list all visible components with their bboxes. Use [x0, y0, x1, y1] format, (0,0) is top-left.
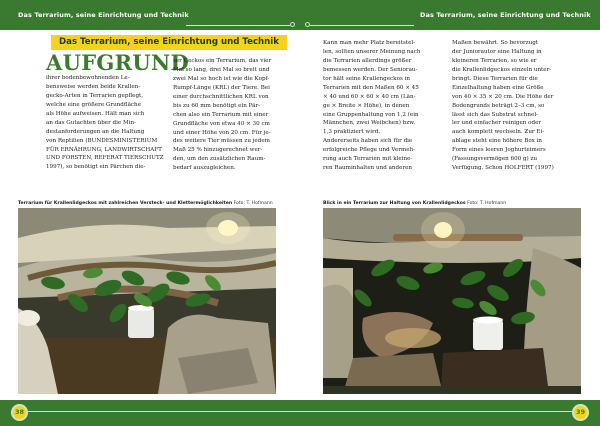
text-line: × 40 und 60 × 60 × 40 cm (Län-	[323, 93, 416, 100]
text-line: und einer Höhe von 20 cm. Für je-	[173, 129, 271, 136]
text-line: eine Gruppenhaltung von 1,2 (ein	[323, 111, 419, 118]
text-line: erfolgreiche Pflege und Vermeh-	[323, 147, 416, 154]
text-line: Maßen bewährt. So bevorzugt	[452, 40, 539, 46]
text-column-3	[323, 39, 421, 173]
text-line: FÜR ERNÄHRUNG, LANDWIRTSCHAFT	[46, 146, 162, 153]
text-column-1	[46, 74, 164, 172]
text-line: ren Rauminhalten und anderen	[323, 165, 412, 172]
text-line: Männchen, zwei Weibchen) bzw.	[323, 120, 416, 127]
text-line: Andererseits haben sich für die	[323, 138, 413, 145]
left-header-rule	[186, 25, 290, 26]
left-photo-illustration	[18, 208, 276, 394]
left-footer-rule	[28, 411, 300, 412]
text-line: die Terrarien allerdings größer	[323, 57, 412, 64]
left-caption-text: Terrarium für Krallenlidgeckos mit zahlreichen Versteck- und Klettermöglichkeiten	[18, 201, 233, 206]
text-line: gecko-Arten in Terrarien gepflegt,	[46, 92, 144, 99]
left-photo-caption	[18, 201, 273, 207]
text-line: die Krallenlidgeckos einzeln unter-	[452, 66, 552, 73]
text-line: Rumpf-Länge (KRL) der Tiere. Bei	[173, 84, 270, 91]
text-line: lässt sich das Substrat schnel-	[452, 111, 538, 118]
right-caption-credit: Foto: T. Hofmann	[467, 201, 507, 206]
text-line: len, sollten unserer Meinung nach	[323, 48, 421, 55]
right-caption-text: Blick in ein Terrarium zur Haltung von Krallenlidgeckos	[323, 201, 466, 206]
text-line: Kann man mehr Platz bereitstel-	[323, 40, 416, 46]
page-number-left: 38	[11, 404, 28, 421]
right-terrarium-photo	[323, 208, 581, 394]
text-line: ge × Breite × Höhe), in denen	[323, 102, 410, 109]
text-line: Form eines leeren Joghurteimers	[452, 147, 546, 154]
text-line: 1,3 praktiziert wird.	[323, 129, 381, 136]
text-line: bedarf auszugleichen.	[173, 165, 236, 172]
text-line: der Juniorautor eine Haltung in	[452, 48, 542, 55]
right-footer-bar	[300, 400, 600, 426]
text-line: ler und einfacher reinigen oder	[452, 120, 542, 127]
left-footer-bar	[0, 400, 300, 426]
text-line: bis zu 60 mm benötigt ein Pär-	[173, 102, 261, 109]
page-number-right: 39	[572, 404, 589, 421]
text-line: rung auch Terrarien mit kleine-	[323, 156, 413, 163]
right-header-bar	[300, 0, 600, 30]
text-line: welche eine größere Grundfläche	[46, 101, 141, 108]
drop-heading: AUFGRUND	[46, 50, 190, 75]
text-line: als Höhe aufweisen. Hält man sich	[46, 110, 145, 117]
text-line: kleineren Terrarien, so wie er	[452, 57, 537, 64]
left-header-bar	[0, 0, 300, 30]
text-line: ihrer bodenbewohnenden Le-	[46, 75, 130, 81]
text-line: Maß 25 % hinzugerechnet wer-	[173, 147, 263, 154]
text-line: Bodengrunds beträgt 2–3 cm, so	[452, 102, 545, 109]
text-line: (Fassungsvermögen 600 g) zu	[452, 156, 538, 163]
text-column-4	[452, 39, 554, 173]
section-title: Das Terrarium, seine Einrichtung und Technik	[51, 35, 287, 50]
right-page	[300, 0, 600, 426]
text-line: ablage steht eine höhere Box in	[452, 138, 543, 145]
text-column-2	[173, 57, 271, 173]
text-line: den, um den zusätzlichen Raum-	[173, 156, 266, 163]
text-line: Grundfläche von etwa 40 × 30 cm	[173, 120, 270, 127]
right-running-head: Das Terrarium, seine Einrichtung und Technik	[420, 11, 591, 19]
text-line: Mal so lang, drei Mal so breit und	[173, 66, 270, 73]
left-header-dot	[290, 22, 295, 27]
text-line: an das Gutachten über die Min-	[46, 119, 137, 126]
text-line: von Reptilien (BUNDESMINISTERIUM	[46, 137, 158, 144]
text-line: tor hält seine Krallengeckos in	[323, 75, 410, 82]
right-footer-rule	[300, 411, 572, 412]
text-line: destanforderungen an die Haltung	[46, 128, 145, 135]
left-terrarium-photo	[18, 208, 276, 394]
text-line: ser Geckos ein Terrarium, das vier	[173, 58, 272, 64]
text-line: 1997), so benötigt ein Pärchen die-	[46, 164, 146, 171]
text-line: bensweise werden beide Krallen-	[46, 83, 141, 90]
text-line: Terrarien mit den Maßen 60 × 45	[323, 84, 419, 91]
text-line: bemessen werden. Der Seniorau-	[323, 66, 418, 73]
right-photo-caption	[323, 201, 506, 207]
text-line: bringt. Diese Terrarien für die	[452, 75, 538, 82]
text-line: Einzelhaltung haben eine Größe	[452, 84, 544, 91]
text-line: des weitere Tier müssen zu jedem	[173, 138, 270, 145]
text-line: von 40 × 35 × 20 cm. Die Höhe der	[452, 93, 554, 100]
right-header-rule	[310, 25, 414, 26]
right-photo-illustration	[323, 208, 581, 394]
text-line: chen also ein Terrarium mit einer	[173, 111, 269, 118]
text-line: auch komplett wechseln. Zur Ei-	[452, 129, 545, 136]
text-line: zwei Mal so hoch ist wie die Kopf-	[173, 75, 270, 82]
text-line: Verfügung. Schon HOLFERT (1997)	[452, 165, 554, 172]
left-caption-credit: Foto: T. Hofmann	[233, 201, 273, 206]
text-line: UND FORSTEN, REFERAT TIERSCHUTZ	[46, 155, 164, 162]
text-line: einer durchschnittlichen KRL von	[173, 93, 269, 100]
left-running-head: Das Terrarium, seine Einrichtung und Technik	[18, 11, 189, 19]
